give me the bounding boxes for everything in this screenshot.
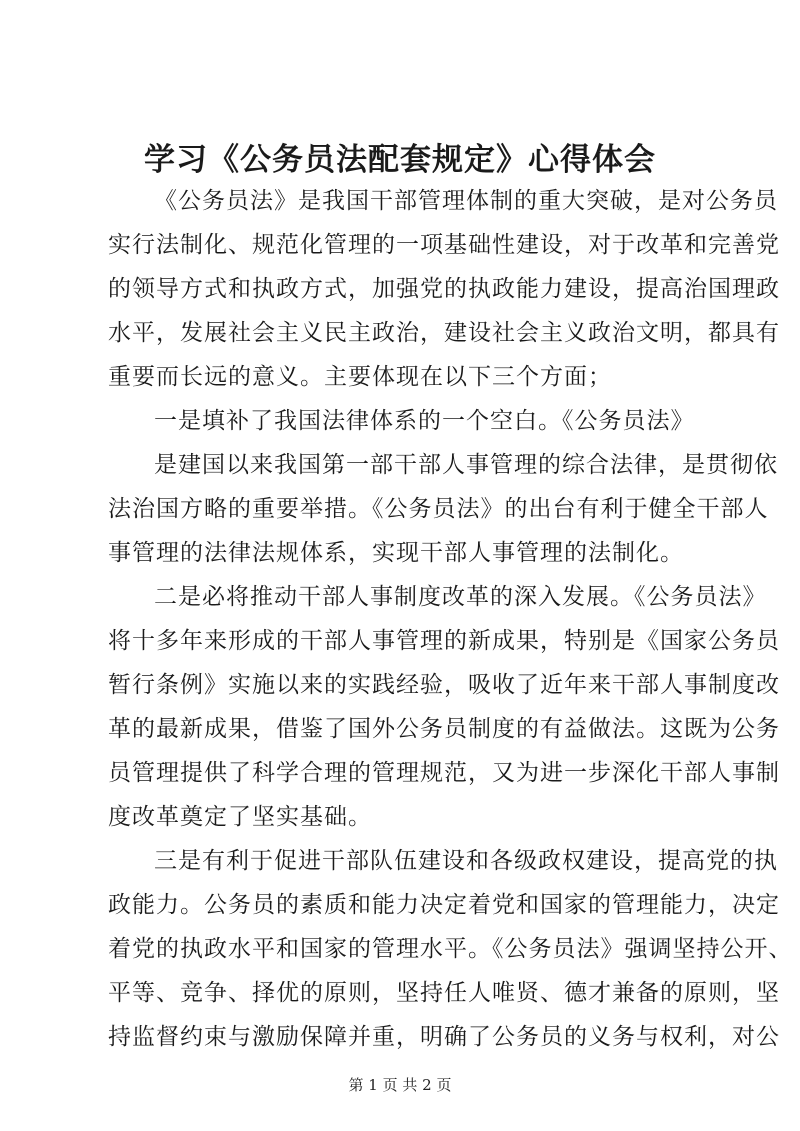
document-body [108,185,793,1065]
text-line: 《公务员法》是我国干部管理体制的重大突破，是对公务员 [154,188,778,214]
text-line: 水平，发展社会主义民主政治，建设社会主义政治文明，都具有 [108,320,780,346]
text-line: 的领导方式和执政方式，加强党的执政能力建设，提高治国理政 [108,276,780,302]
text-line: 重要而长远的意义。主要体现在以下三个方面； [108,364,612,390]
text-line: 法治国方略的重要举措。《公务员法》的出台有利于健全干部人 [108,496,769,522]
text-line: 一是填补了我国法律体系的一个空白。《公务员法》 [154,408,695,434]
text-line: 是建国以来我国第一部干部人事管理的综合法律，是贯彻依 [154,452,778,478]
text-line: 三是有利于促进干部队伍建设和各级政权建设，提高党的执 [154,848,778,874]
text-line: 暂行条例》实施以来的实践经验，吸收了近年来干部人事制度改 [108,672,780,698]
text-line: 员管理提供了科学合理的管理规范，又为进一步深化干部人事制 [108,760,780,786]
text-line: 平等、竞争、择优的原则，坚持任人唯贤、德才兼备的原则，坚 [108,980,780,1006]
page-footer: 第 1 页 共 2 页 [348,1076,452,1094]
text-line: 二是必将推动干部人事制度改革的深入发展。《公务员法》 [154,584,767,610]
text-line: 政能力。公务员的素质和能力决定着党和国家的管理能力，决定 [108,892,780,918]
text-line: 实行法制化、规范化管理的一项基础性建设，对于改革和完善党 [108,232,780,258]
text-line: 将十多年来形成的干部人事管理的新成果，特别是《国家公务员 [108,628,780,654]
text-line: 度改革奠定了坚实基础。 [108,804,372,830]
text-line: 革的最新成果，借鉴了国外公务员制度的有益做法。这既为公务 [108,716,780,742]
document-title: 学习《公务员法配套规定》心得体会 [144,142,656,178]
text-line: 持监督约束与激励保障并重，明确了公务员的义务与权利，对公 [108,1024,780,1050]
text-line: 事管理的法律法规体系，实现干部人事管理的法制化。 [108,540,684,566]
text-line: 着党的执政水平和国家的管理水平。《公务员法》强调坚持公开、 [108,936,793,962]
